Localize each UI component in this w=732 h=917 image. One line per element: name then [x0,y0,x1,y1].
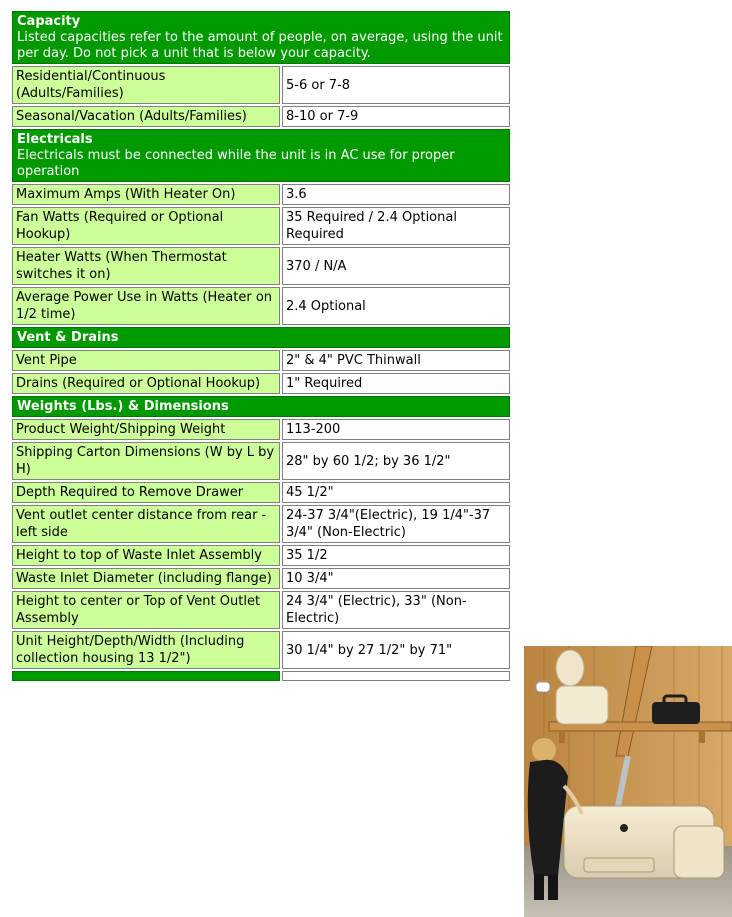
section-header-cell [12,396,510,417]
spec-label: Heater Watts (When Thermostat switches it on) [12,247,280,285]
spec-label: Residential/Continuous (Adults/Families) [12,66,280,104]
spec-value: 28" by 60 1/2; by 36 1/2" [282,442,510,480]
spec-label: Height to top of Waste Inlet Assembly [12,545,280,566]
section-title: Weights (Lbs.) & Dimensions [17,399,229,414]
table-footer-row [12,671,510,681]
footer-cell [12,671,280,681]
spec-row [12,631,510,669]
spec-row [12,568,510,589]
composting-toilet-photo-icon [524,646,732,917]
spec-label: Seasonal/Vacation (Adults/Families) [12,106,280,127]
spec-row [12,247,510,285]
spec-label: Fan Watts (Required or Optional Hookup) [12,207,280,245]
spec-value: 2.4 Optional [282,287,510,325]
spec-row [12,419,510,440]
section-header [12,396,510,417]
spec-label: Height to center or Top of Vent Outlet Assembly [12,591,280,629]
spec-value: 35 1/2 [282,545,510,566]
spec-row [12,184,510,205]
spec-value: 2" & 4" PVC Thinwall [282,350,510,371]
spec-value: 10 3/4" [282,568,510,589]
spec-value: 8-10 or 7-9 [282,106,510,127]
spec-label: Vent Pipe [12,350,280,371]
spec-value: 35 Required / 2.4 Optional Required [282,207,510,245]
spec-value: 1" Required [282,373,510,394]
spec-label: Maximum Amps (With Heater On) [12,184,280,205]
spec-label: Depth Required to Remove Drawer [12,482,280,503]
product-photo [524,646,732,917]
footer-cell [282,671,510,681]
spec-row [12,207,510,245]
spec-label: Shipping Carton Dimensions (W by L by H) [12,442,280,480]
spec-row [12,373,510,394]
section-title: Capacity [17,14,81,29]
spec-label: Vent outlet center distance from rear - left side [12,505,280,543]
spec-label: Average Power Use in Watts (Heater on 1/2 time) [12,287,280,325]
spec-value: 45 1/2" [282,482,510,503]
section-header-cell [12,11,510,64]
spec-row [12,591,510,629]
spec-value: 30 1/4" by 27 1/2" by 71" [282,631,510,669]
spec-row [12,505,510,543]
spec-value: 24-37 3/4"(Electric), 19 1/4"-37 3/4" (Non-Electric) [282,505,510,543]
spec-value: 3.6 [282,184,510,205]
spec-label: Drains (Required or Optional Hookup) [12,373,280,394]
spec-row [12,482,510,503]
spec-value: 5-6 or 7-8 [282,66,510,104]
section-header [12,129,510,182]
section-title: Vent & Drains [17,330,119,345]
spec-value: 113-200 [282,419,510,440]
spec-label: Unit Height/Depth/Width (Including collection housing 13 1/2") [12,631,280,669]
spec-row [12,442,510,480]
spec-row [12,66,510,104]
spec-table [12,9,510,683]
section-header [12,327,510,348]
spec-row [12,350,510,371]
section-header-cell [12,327,510,348]
section-description: Electricals must be connected while the unit is in AC use for proper operation [17,148,455,179]
spec-row [12,287,510,325]
spec-row [12,545,510,566]
spec-label: Waste Inlet Diameter (including flange) [12,568,280,589]
spec-row [12,106,510,127]
section-description: Listed capacities refer to the amount of people, on average, using the unit per day. Do not pick a unit that is below your capacity. [17,30,503,61]
spec-value: 370 / N/A [282,247,510,285]
section-header [12,11,510,64]
section-title: Electricals [17,132,93,147]
section-header-cell [12,129,510,182]
spec-label: Product Weight/Shipping Weight [12,419,280,440]
spec-value: 24 3/4" (Electric), 33" (Non-Electric) [282,591,510,629]
